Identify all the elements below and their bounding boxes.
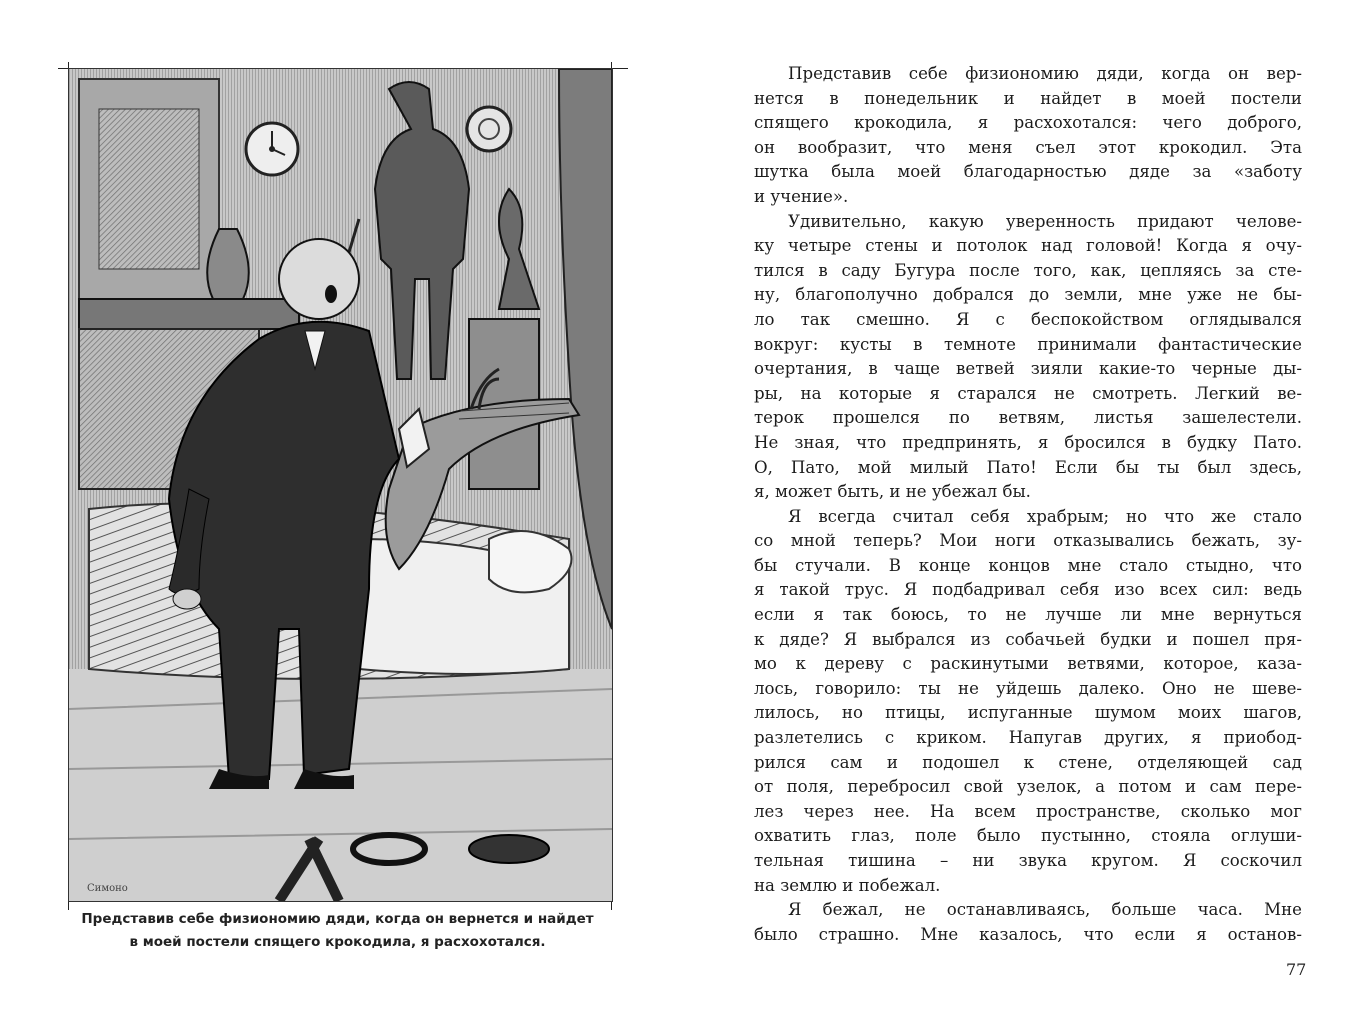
text-line: я, может быть, и не убежал бы. bbox=[754, 482, 1031, 502]
text-line: от поля, перебросил свой узелок, а потом и сам пере- bbox=[754, 777, 1302, 797]
text-line: терок прошелся по ветвям, листья зашелестели. bbox=[754, 408, 1302, 428]
text-line: мо к дереву с раскинутыми ветвями, которое, каза- bbox=[754, 654, 1302, 674]
text-line: рился сам и подошел к стене, отделяющей сад bbox=[754, 752, 1302, 772]
paragraph bbox=[754, 505, 1302, 899]
paragraph bbox=[754, 62, 1302, 210]
uncle-head bbox=[279, 239, 359, 319]
text-line: лез через нее. На всем пространстве, сколько мог bbox=[754, 801, 1302, 821]
text-line: он вообразит, что меня съел этот крокодил. Эта bbox=[754, 137, 1302, 157]
page-number: 77 bbox=[1286, 960, 1307, 979]
text-line: тельная тишина – ни звука кругом. Я соскочил bbox=[754, 851, 1302, 870]
text-line: охватить глаз, поле было пустынно, стояла оглуши- bbox=[754, 826, 1302, 846]
text-line: спящего крокодила, я расхохотался: чего доброго, bbox=[754, 113, 1302, 133]
text-line: Не зная, что предпринять, я бросился в будку Пато. bbox=[754, 432, 1302, 452]
text-line: тился в саду Бугура после того, как, цепляясь за сте- bbox=[754, 260, 1302, 280]
body-text bbox=[754, 62, 1302, 947]
wall-plate bbox=[467, 107, 511, 151]
text-line: если я так боюсь, то не лучше ли мне вернуться bbox=[754, 605, 1302, 625]
caption-line: Представив себе физиономию дяди, когда он вернется и найдет bbox=[81, 911, 594, 927]
text-line: я такой трус. Я подбадривал себя изо всех сил: ведь bbox=[754, 580, 1302, 600]
paragraph bbox=[754, 898, 1302, 947]
engraving-artwork bbox=[69, 69, 612, 901]
text-line: нется в понедельник и найдет в моей постели bbox=[754, 88, 1302, 108]
text-line: Удивительно, какую уверенность придают челове- bbox=[788, 211, 1302, 231]
text-line: к дяде? Я выбрался из собачьей будки и пошел пря- bbox=[754, 629, 1302, 649]
text-line: ры, на которые я старался не смотреть. Легкий ве- bbox=[754, 383, 1302, 403]
text-line: и учение». bbox=[754, 186, 849, 206]
text-line: разлетелись с криком. Напугав других, я приобод- bbox=[754, 728, 1302, 748]
caption-line: в моей постели спящего крокодила, я расхохотался. bbox=[129, 934, 546, 950]
text-line: со мной теперь? Мои ноги отказывались бежать, зу- bbox=[754, 531, 1302, 551]
text-line: бы стучали. В конце концов мне стало стыдно, что bbox=[754, 555, 1302, 575]
engraving-illustration bbox=[68, 68, 613, 902]
text-line: шутка была моей благодарностью дяде за «заботу bbox=[754, 162, 1302, 182]
text-line: ну, благополучно добрался до земли, мне уже не бы- bbox=[754, 285, 1302, 305]
text-line: лось, говорило: ты не уйдешь далеко. Оно не шеве- bbox=[754, 678, 1302, 698]
text-line: Я бежал, не останавливаясь, больше часа. Мне bbox=[788, 900, 1302, 920]
window bbox=[99, 109, 199, 269]
svg-text:Симоно: Симоно bbox=[87, 883, 128, 894]
text-line: ку четыре стены и потолок над головой! Когда я очу- bbox=[754, 236, 1302, 256]
text-line: О, Пато, мой милый Пато! Если бы ты был здесь, bbox=[754, 457, 1302, 477]
text-line: лилось, но птицы, испуганные шумом моих шагов, bbox=[754, 703, 1302, 723]
text-line: вокруг: кусты в темноте принимали фантастические bbox=[754, 334, 1302, 354]
text-line: было страшно. Мне казалось, что если я останов- bbox=[754, 924, 1302, 944]
text-line: очертания, в чаще ветвей зияли какие-то черные ды- bbox=[754, 359, 1302, 379]
text-line: ло так смешно. Я с беспокойством оглядывался bbox=[754, 309, 1302, 329]
bowl bbox=[469, 835, 549, 863]
text-line: на землю и побежал. bbox=[754, 875, 941, 895]
text-line: Я всегда считал себя храбрым; но что же стало bbox=[788, 506, 1302, 526]
illustration-caption bbox=[70, 908, 605, 954]
text-line: Представив себе физиономию дяди, когда он вер- bbox=[788, 64, 1302, 83]
paragraph bbox=[754, 210, 1302, 505]
mantel bbox=[79, 299, 299, 329]
vase bbox=[207, 229, 249, 299]
